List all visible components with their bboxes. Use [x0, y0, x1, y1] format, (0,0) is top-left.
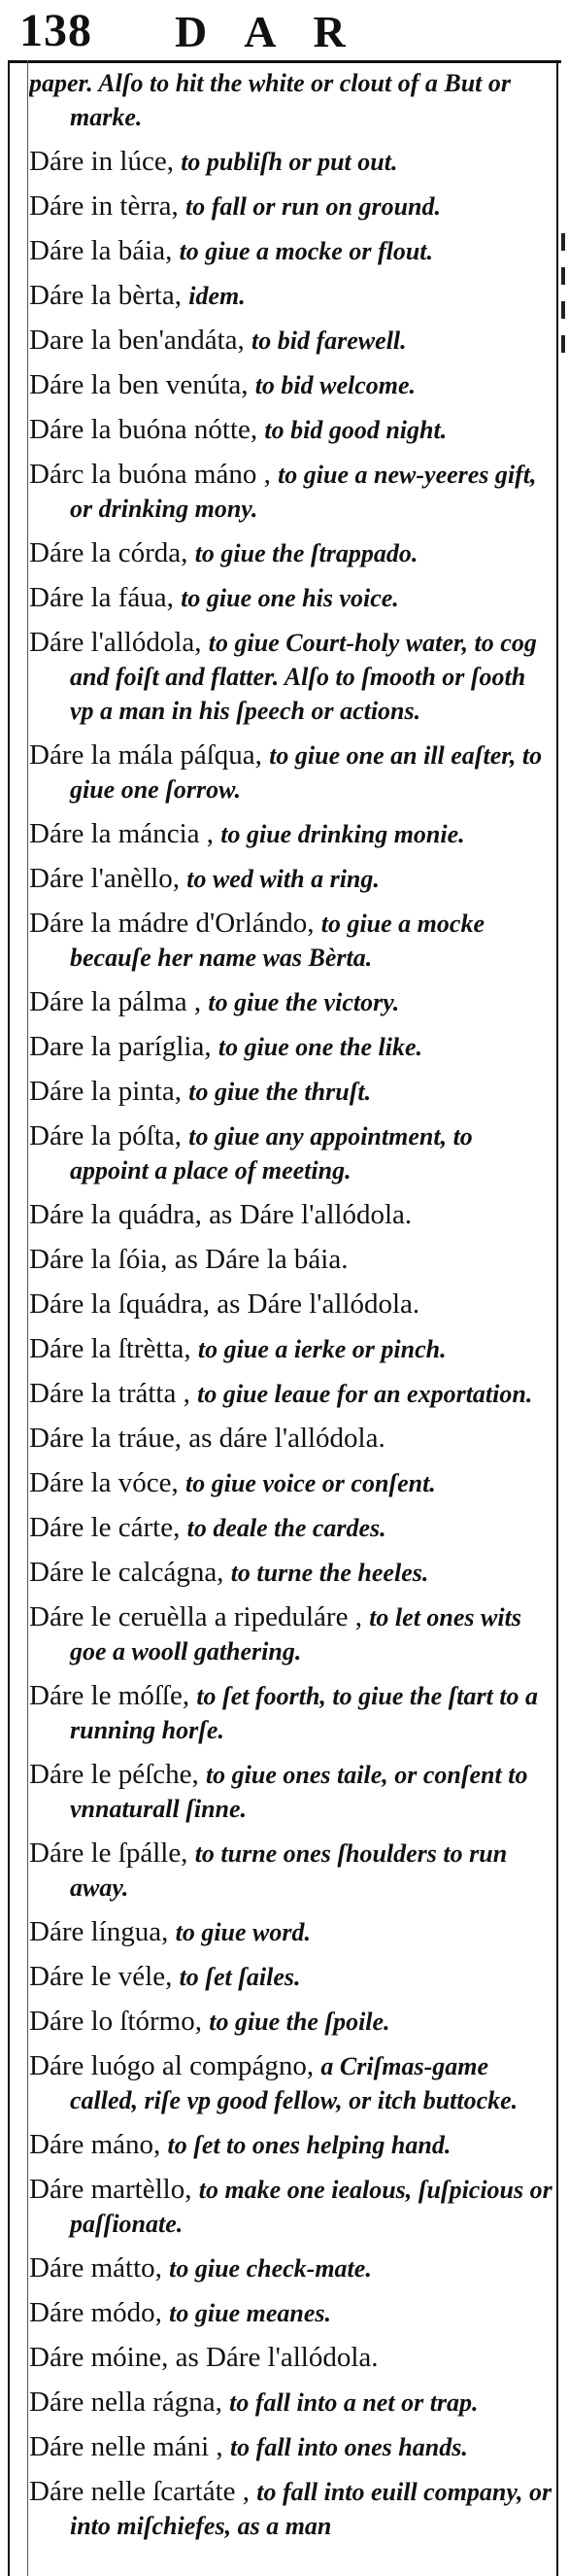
adjacent-column-fragment [561, 335, 565, 353]
entry-headword: Dáre la vóce, [29, 1467, 186, 1498]
entry-definition: to fall into euill company, or into miſchiefes, as a man [70, 2478, 552, 2540]
entry-headword: Dare la paríglia, [29, 1031, 218, 1062]
entry-headword: Dáre l'anèllo, [29, 863, 187, 894]
dictionary-entry [29, 1556, 553, 1590]
entry-definition: to publiſh or put out. [181, 148, 398, 176]
entry-headword: Dáre móine, as Dáre l'allódola. [29, 2342, 379, 2373]
entry-headword: Dárc la buóna máno , [29, 459, 279, 490]
entry-headword: Dáre módo, [29, 2297, 170, 2328]
dictionary-entry [29, 368, 553, 402]
entry-definition: to giue Court-holy water, to cog and foiſt and flatter. Alſo to ſmooth or ſooth vp a man in his ſpeech or actions. [70, 629, 537, 725]
dictionary-entry [29, 2475, 553, 2543]
dictionary-entry [29, 1119, 553, 1187]
dictionary-entry [29, 413, 553, 447]
entry-definition: paper. Alſo to hit the white or clout of a But or marke. [29, 69, 511, 131]
dictionary-entry [29, 1422, 553, 1456]
entry-headword: Dáre martèllo, [29, 2174, 199, 2205]
entry-headword: Dáre la ſquádra, as Dáre l'allódola. [29, 1288, 420, 1320]
entry-definition: to giue ones taile, or conſent to vnnaturall ſinne. [70, 1761, 528, 1823]
adjacent-column-fragment [561, 267, 565, 285]
entry-definition: to giue word. [175, 1918, 312, 1946]
entry-headword: Dáre le ceruèlla a ripeduláre , [29, 1601, 370, 1632]
entry-headword: Dáre la tráue, as dáre l'allódola. [29, 1423, 385, 1454]
dictionary-entry [29, 536, 553, 570]
entry-definition: to giue the ſpoile. [209, 2008, 390, 2036]
dictionary-entry [29, 1679, 553, 1747]
dictionary-entry [29, 1075, 553, 1109]
entry-headword: Dáre nelle ſcartáte , [29, 2476, 257, 2507]
dictionary-entry [29, 1466, 553, 1500]
entry-definition: to ſet to ones helping hand. [167, 2131, 452, 2159]
entry-headword: Dáre la pálma , [29, 986, 209, 1017]
entry-definition: to fall into ones hands. [229, 2433, 468, 2461]
entry-definition: a Criſmas-game called, riſe vp good fellow, or itch buttocke. [70, 2052, 519, 2114]
entry-headword: Dáre le cárte, [29, 1512, 187, 1543]
dictionary-entry [29, 189, 553, 223]
entry-definition: to ſet ſailes. [179, 1963, 301, 1991]
entry-definition: to giue the victory. [208, 988, 400, 1016]
header-rule [8, 60, 561, 63]
entry-headword: Dáre le ſpálle, [29, 1838, 195, 1869]
entry-definition: to giue the ſtrappado. [194, 539, 418, 567]
dictionary-entry [29, 1198, 553, 1232]
entry-definition: to giue one the like. [218, 1033, 423, 1061]
entry-definition: to deale the cardes. [186, 1514, 386, 1542]
entry-definition: to giue a new-yeeres gift, or drinking mony. [70, 461, 537, 523]
dictionary-entry [29, 1243, 553, 1277]
entry-definition: to giue the thruſt. [188, 1078, 372, 1106]
entry-headword: Dáre la ſtrètta, [29, 1333, 198, 1364]
entry-definition: to bid welcome. [254, 371, 417, 399]
entry-headword: Dáre la quádra, as Dáre l'allódola. [29, 1199, 413, 1230]
entry-headword: Dáre la trátta , [29, 1378, 198, 1409]
dictionary-entry [29, 66, 553, 134]
page-number: 138 [19, 5, 92, 56]
entry-headword: Dáre in lúce, [29, 146, 182, 177]
dictionary-entry [29, 862, 553, 896]
dictionary-column [29, 66, 553, 2568]
column-inner-rule [27, 60, 28, 2576]
entry-definition: to wed with a ring. [186, 865, 380, 893]
entry-definition: to make one iealous, ſuſpicious or paſſionate. [70, 2176, 552, 2238]
entry-headword: Dáre la báia, [29, 235, 180, 266]
entry-headword: Dáre la córda, [29, 537, 195, 568]
entry-definition: to giue a mocke or flout. [179, 237, 434, 265]
running-head: DAR [175, 7, 383, 56]
dictionary-entry [29, 2386, 553, 2420]
entry-headword: Dáre nella rágna, [29, 2387, 230, 2418]
page-header [0, 0, 569, 60]
entry-definition: to ſet foorth, to giue the ſtart to a running horſe. [70, 1682, 539, 1744]
dictionary-entry [29, 1960, 553, 1994]
entry-headword: Dáre luógo al compágno, [29, 2050, 321, 2081]
adjacent-column-fragments [561, 233, 569, 369]
dictionary-entry [29, 2430, 553, 2464]
dictionary-entry [29, 907, 553, 975]
entry-headword: Dáre l'allódola, [29, 627, 209, 658]
dictionary-entry [29, 738, 553, 807]
entry-definition: to giue one his voice. [181, 584, 399, 612]
dictionary-entry [29, 2005, 553, 2039]
dictionary-entry [29, 2341, 553, 2375]
entry-headword: Dáre le véle, [29, 1961, 180, 1992]
entry-definition: to turne the heeles. [230, 1559, 429, 1587]
entry-definition: to let ones wits goe a wooll gathering. [70, 1603, 521, 1666]
dictionary-entry [29, 279, 553, 313]
entry-headword: Dáre mátto, [29, 2252, 170, 2284]
entry-definition: to turne ones ſhoulders to run away. [70, 1839, 508, 1902]
entry-definition: to bid farewell. [251, 326, 407, 355]
entry-definition: to giue voice or conſent. [185, 1469, 436, 1497]
dictionary-entry [29, 234, 553, 268]
entry-definition: idem. [188, 282, 246, 310]
entry-headword: Dáre la bèrta, [29, 280, 189, 311]
entry-headword: Dáre la mála páſqua, [29, 739, 270, 771]
entry-headword: Dáre língua, [29, 1916, 176, 1947]
entry-headword: Dáre la buóna nótte, [29, 414, 265, 445]
dictionary-entry [29, 1288, 553, 1322]
dictionary-entry [29, 1758, 553, 1826]
dictionary-entry [29, 458, 553, 526]
dictionary-entry [29, 1377, 553, 1411]
dictionary-entry [29, 626, 553, 728]
entry-headword: Dáre la ſóia, as Dáre la báia. [29, 1244, 349, 1275]
dictionary-entry [29, 1915, 553, 1949]
entry-headword: Dáre la póſta, [29, 1120, 189, 1151]
entry-definition: to giue leaue for an exportation. [197, 1380, 533, 1408]
entry-definition: to giue any appointment, to appoint a place of meeting. [70, 1122, 473, 1185]
entry-definition: to giue check-mate. [169, 2254, 372, 2283]
dictionary-entry [29, 1030, 553, 1064]
dictionary-entry [29, 2128, 553, 2162]
entry-headword: Dáre le péſche, [29, 1759, 206, 1790]
entry-headword: Dáre in tèrra, [29, 190, 186, 222]
entry-definition: to bid good night. [264, 416, 448, 444]
entry-definition: to fall or run on ground. [185, 192, 441, 221]
dictionary-entry [29, 2251, 553, 2285]
entry-headword: Dáre la pinta, [29, 1076, 189, 1107]
entry-headword: Dáre la máncia , [29, 818, 221, 849]
entry-headword: Dáre le móſſe, [29, 1680, 197, 1711]
entry-definition: to giue meanes. [169, 2299, 331, 2327]
dictionary-entry [29, 2173, 553, 2241]
column-right-rule [556, 60, 558, 2576]
dictionary-entry [29, 324, 553, 358]
entry-headword: Dáre la fáua, [29, 582, 182, 613]
adjacent-column-fragment [561, 301, 565, 319]
entry-definition: to giue one an ill eaſter, to giue one ſorrow. [70, 741, 543, 804]
entry-headword: Dáre nelle máni , [29, 2431, 230, 2462]
dictionary-entry [29, 985, 553, 1019]
dictionary-entry [29, 581, 553, 615]
adjacent-column-fragment [561, 233, 565, 251]
entry-headword: Dáre la ben venúta, [29, 369, 255, 400]
entry-definition: to giue a mocke becauſe her name was Bèrta. [70, 910, 485, 972]
dictionary-entry [29, 1332, 553, 1366]
dictionary-entry [29, 145, 553, 179]
entry-headword: Dare la ben'andáta, [29, 325, 252, 356]
dictionary-entry [29, 2296, 553, 2330]
entry-headword: Dáre le calcágna, [29, 1557, 231, 1588]
column-left-rule [8, 60, 10, 2576]
entry-headword: Dáre máno, [29, 2129, 168, 2160]
entry-headword: Dáre lo ſtórmo, [29, 2006, 210, 2037]
dictionary-entry [29, 1837, 553, 1905]
dictionary-entry [29, 1600, 553, 1668]
entry-definition: to fall into a net or trap. [229, 2388, 479, 2417]
entry-definition: to giue drinking monie. [220, 820, 465, 848]
entry-headword: Dáre la mádre d'Orlándo, [29, 908, 321, 939]
entry-definition: to giue a ierke or pinch. [197, 1335, 447, 1363]
dictionary-entry [29, 1511, 553, 1545]
dictionary-entry [29, 817, 553, 851]
dictionary-entry [29, 2049, 553, 2117]
